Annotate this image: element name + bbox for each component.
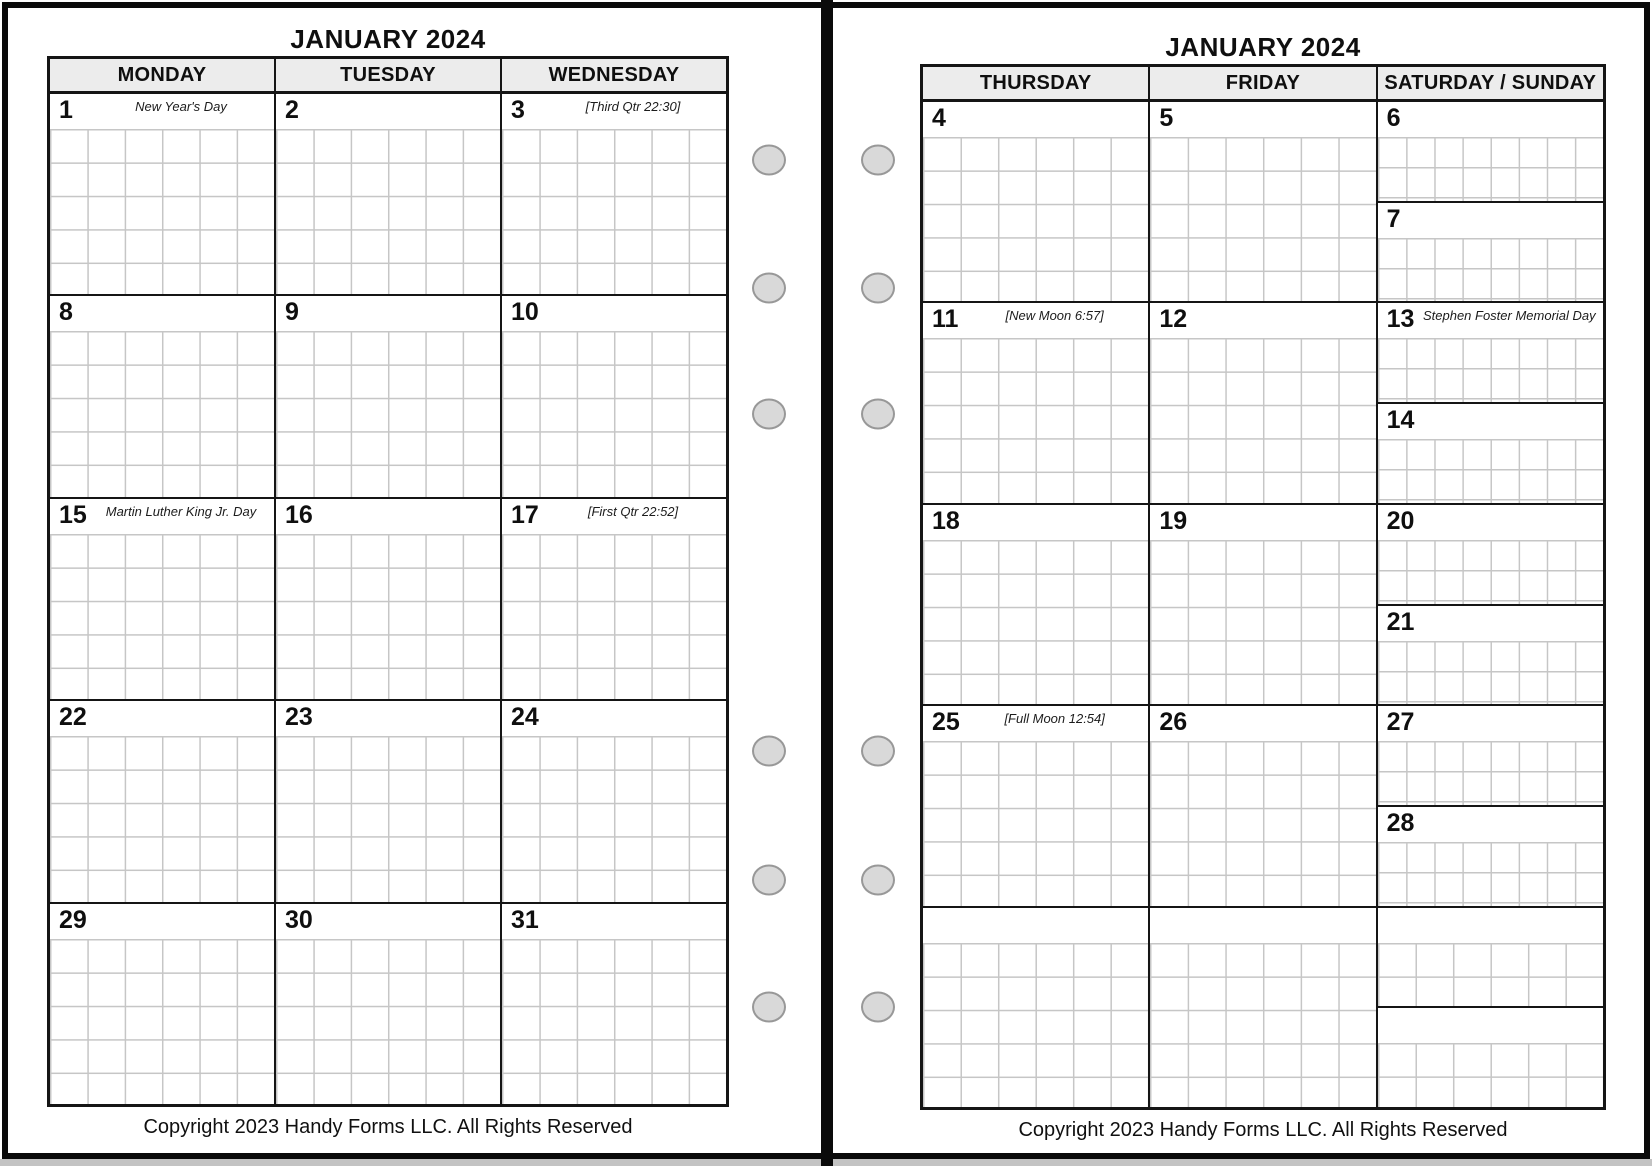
day-strip xyxy=(923,102,1148,137)
holiday-note: Stephen Foster Memorial Day xyxy=(1422,308,1596,324)
day-strip xyxy=(923,706,1148,741)
day-cell-8 xyxy=(50,296,276,496)
writing-grid xyxy=(923,137,1148,301)
day-strip xyxy=(502,499,726,534)
day-cell-blank xyxy=(1378,1006,1603,1107)
page-title-right: JANUARY 2024 xyxy=(1165,32,1361,62)
day-strip xyxy=(1378,606,1603,641)
week-row xyxy=(50,94,726,296)
day-cell-14 xyxy=(1378,402,1603,503)
day-cell-16 xyxy=(276,499,502,699)
day-strip xyxy=(1378,706,1603,741)
day-strip xyxy=(276,701,500,736)
binder-hole xyxy=(861,992,895,1023)
binder-hole xyxy=(861,736,895,767)
day-cell-22 xyxy=(50,701,276,901)
day-strip xyxy=(1378,404,1603,439)
weekend-cell xyxy=(1378,908,1603,1107)
week-row xyxy=(923,102,1603,303)
day-number: 6 xyxy=(1386,104,1401,132)
day-strip xyxy=(1378,303,1603,338)
page-spine-divider xyxy=(821,0,833,1166)
day-cell-15 xyxy=(50,499,276,699)
writing-grid xyxy=(1378,741,1603,805)
week-row xyxy=(50,499,726,701)
day-strip xyxy=(50,296,274,331)
writing-grid xyxy=(276,331,500,496)
day-strip xyxy=(276,499,500,534)
day-number: 13 xyxy=(1386,305,1415,334)
day-cell-4 xyxy=(923,102,1150,301)
writing-grid xyxy=(1150,741,1375,905)
day-header-tuesday: TUESDAY xyxy=(276,59,502,91)
day-number: 17 xyxy=(511,500,539,529)
writing-grid xyxy=(1378,641,1603,705)
writing-grid xyxy=(1150,137,1375,301)
day-cell-20 xyxy=(1378,505,1603,604)
day-strip xyxy=(276,296,500,331)
writing-grid xyxy=(502,939,726,1104)
day-strip xyxy=(50,904,274,939)
day-number: 7 xyxy=(1386,204,1401,233)
weekend-cell xyxy=(1378,303,1603,502)
binder-hole xyxy=(861,865,895,896)
writing-grid xyxy=(1378,540,1603,604)
day-cell-12 xyxy=(1150,303,1377,502)
binder-hole xyxy=(861,273,895,304)
day-header-row xyxy=(50,59,726,94)
weekend-cell xyxy=(1378,505,1603,704)
day-number: 1 xyxy=(59,96,73,124)
calendar-right xyxy=(920,64,1606,1110)
day-number: 28 xyxy=(1386,808,1415,837)
writing-grid xyxy=(1150,338,1375,502)
writing-grid xyxy=(276,129,500,294)
writing-grid xyxy=(276,736,500,901)
copyright-right: Copyright 2023 Handy Forms LLC. All Rights Reserved xyxy=(1018,1119,1508,1141)
day-cell-9 xyxy=(276,296,502,496)
binder-hole xyxy=(861,145,895,176)
day-number: 31 xyxy=(511,905,539,934)
day-strip xyxy=(1378,102,1603,137)
binder-hole xyxy=(861,399,895,430)
day-strip xyxy=(1378,505,1603,540)
writing-grid xyxy=(50,534,274,699)
day-strip xyxy=(50,94,274,129)
day-cell-24 xyxy=(502,701,726,901)
day-strip xyxy=(1150,908,1375,943)
week-row xyxy=(923,908,1603,1107)
day-cell-5 xyxy=(1150,102,1377,301)
day-cell-30 xyxy=(276,904,502,1104)
writing-grid xyxy=(1378,842,1603,906)
day-strip xyxy=(276,94,500,129)
week-row xyxy=(50,701,726,903)
holiday-note: [New Moon 6:57] xyxy=(1005,308,1104,324)
day-strip xyxy=(50,499,274,534)
day-cell-25 xyxy=(923,706,1150,905)
holiday-note: New Year's Day xyxy=(135,99,227,114)
binder-hole xyxy=(752,992,786,1023)
day-strip xyxy=(502,94,726,129)
day-strip xyxy=(1150,505,1375,540)
day-cell-21 xyxy=(1378,604,1603,705)
writing-grid xyxy=(50,129,274,294)
day-number: 25 xyxy=(932,708,960,737)
day-cell-11 xyxy=(923,303,1150,502)
writing-grid xyxy=(50,939,274,1104)
binder-hole xyxy=(752,145,786,176)
day-cell-7 xyxy=(1378,201,1603,302)
day-strip xyxy=(1378,807,1603,842)
day-number: 27 xyxy=(1386,708,1415,737)
day-strip xyxy=(923,505,1148,540)
writing-grid xyxy=(1150,540,1375,704)
day-number: 2 xyxy=(285,96,299,124)
writing-grid xyxy=(502,736,726,901)
week-row xyxy=(923,505,1603,706)
day-strip xyxy=(1378,908,1603,943)
day-header-saturday-sunday: SATURDAY / SUNDAY xyxy=(1384,71,1597,94)
day-header-wednesday: WEDNESDAY xyxy=(548,63,680,86)
holiday-note: [Full Moon 12:54] xyxy=(1004,711,1105,727)
writing-grid xyxy=(923,943,1148,1107)
day-number: 26 xyxy=(1159,708,1188,737)
day-number: 21 xyxy=(1386,607,1415,636)
day-cell-blank xyxy=(1378,908,1603,1007)
writing-grid xyxy=(1378,338,1603,402)
day-strip xyxy=(502,296,726,331)
week-row xyxy=(50,296,726,498)
writing-grid xyxy=(923,741,1148,905)
day-header-friday: FRIDAY xyxy=(1150,67,1377,99)
binder-hole xyxy=(752,865,786,896)
day-strip xyxy=(502,904,726,939)
writing-grid xyxy=(502,129,726,294)
day-number: 4 xyxy=(932,104,946,132)
page-title-left: JANUARY 2024 xyxy=(290,24,486,54)
day-number: 30 xyxy=(285,905,313,934)
writing-grid xyxy=(1378,1043,1603,1107)
day-strip xyxy=(502,701,726,736)
day-cell-17 xyxy=(502,499,726,699)
copyright-left: Copyright 2023 Handy Forms LLC. All Rights Reserved xyxy=(143,1116,633,1138)
day-cell-3 xyxy=(502,94,726,294)
day-number: 8 xyxy=(59,298,73,327)
binder-hole xyxy=(752,399,786,430)
day-number: 18 xyxy=(932,506,960,535)
day-header-monday: MONDAY xyxy=(50,59,276,91)
writing-grid xyxy=(276,939,500,1104)
day-number: 29 xyxy=(59,905,87,934)
day-number: 20 xyxy=(1386,506,1415,535)
day-cell-23 xyxy=(276,701,502,901)
writing-grid xyxy=(1378,439,1603,503)
day-cell-blank xyxy=(1150,908,1377,1107)
day-cell-blank xyxy=(923,908,1150,1107)
day-cell-19 xyxy=(1150,505,1377,704)
binder-hole xyxy=(752,736,786,767)
day-number: 10 xyxy=(511,298,539,327)
day-strip xyxy=(276,904,500,939)
day-cell-31 xyxy=(502,904,726,1104)
writing-grid xyxy=(502,534,726,699)
writing-grid xyxy=(1378,943,1603,1007)
binder-hole xyxy=(752,273,786,304)
day-number: 12 xyxy=(1159,305,1188,334)
weekend-cell xyxy=(1378,102,1603,301)
day-strip xyxy=(1150,102,1375,137)
holiday-note: [Third Qtr 22:30] xyxy=(585,99,681,114)
week-row xyxy=(923,303,1603,504)
day-number: 22 xyxy=(59,703,87,732)
writing-grid xyxy=(1378,238,1603,302)
week-row xyxy=(923,706,1603,907)
writing-grid xyxy=(276,534,500,699)
holiday-note: Martin Luther King Jr. Day xyxy=(105,503,257,519)
day-number: 11 xyxy=(932,305,959,334)
day-strip xyxy=(1378,1008,1603,1043)
day-number: 14 xyxy=(1386,406,1415,435)
writing-grid xyxy=(50,331,274,496)
day-header-row xyxy=(923,67,1603,102)
day-strip xyxy=(1378,203,1603,238)
writing-grid xyxy=(923,540,1148,704)
day-cell-1 xyxy=(50,94,276,294)
writing-grid xyxy=(923,338,1148,502)
day-strip xyxy=(923,303,1148,338)
writing-grid xyxy=(50,736,274,901)
day-strip xyxy=(923,908,1148,943)
day-number: 24 xyxy=(511,703,539,732)
day-cell-13 xyxy=(1378,303,1603,402)
day-strip xyxy=(1150,303,1375,338)
day-number: 15 xyxy=(59,500,87,529)
day-cell-29 xyxy=(50,904,276,1104)
day-strip xyxy=(50,701,274,736)
day-cell-2 xyxy=(276,94,502,294)
day-cell-27 xyxy=(1378,706,1603,805)
day-cell-28 xyxy=(1378,805,1603,906)
weekend-cell xyxy=(1378,706,1603,905)
day-cell-6 xyxy=(1378,102,1603,201)
writing-grid xyxy=(1150,943,1375,1107)
day-header-thursday: THURSDAY xyxy=(923,67,1150,99)
day-cell-10 xyxy=(502,296,726,496)
holiday-note: [First Qtr 22:52] xyxy=(587,503,679,519)
writing-grid xyxy=(502,331,726,496)
day-number: 19 xyxy=(1159,506,1188,535)
day-number: 3 xyxy=(511,96,525,124)
week-row xyxy=(50,904,726,1104)
day-number: 5 xyxy=(1159,104,1174,132)
day-number: 9 xyxy=(285,298,299,327)
day-strip xyxy=(1150,706,1375,741)
day-cell-18 xyxy=(923,505,1150,704)
writing-grid xyxy=(1378,137,1603,201)
day-cell-26 xyxy=(1150,706,1377,905)
calendar-left xyxy=(47,56,729,1107)
day-number: 16 xyxy=(285,500,313,529)
day-number: 23 xyxy=(285,703,313,732)
